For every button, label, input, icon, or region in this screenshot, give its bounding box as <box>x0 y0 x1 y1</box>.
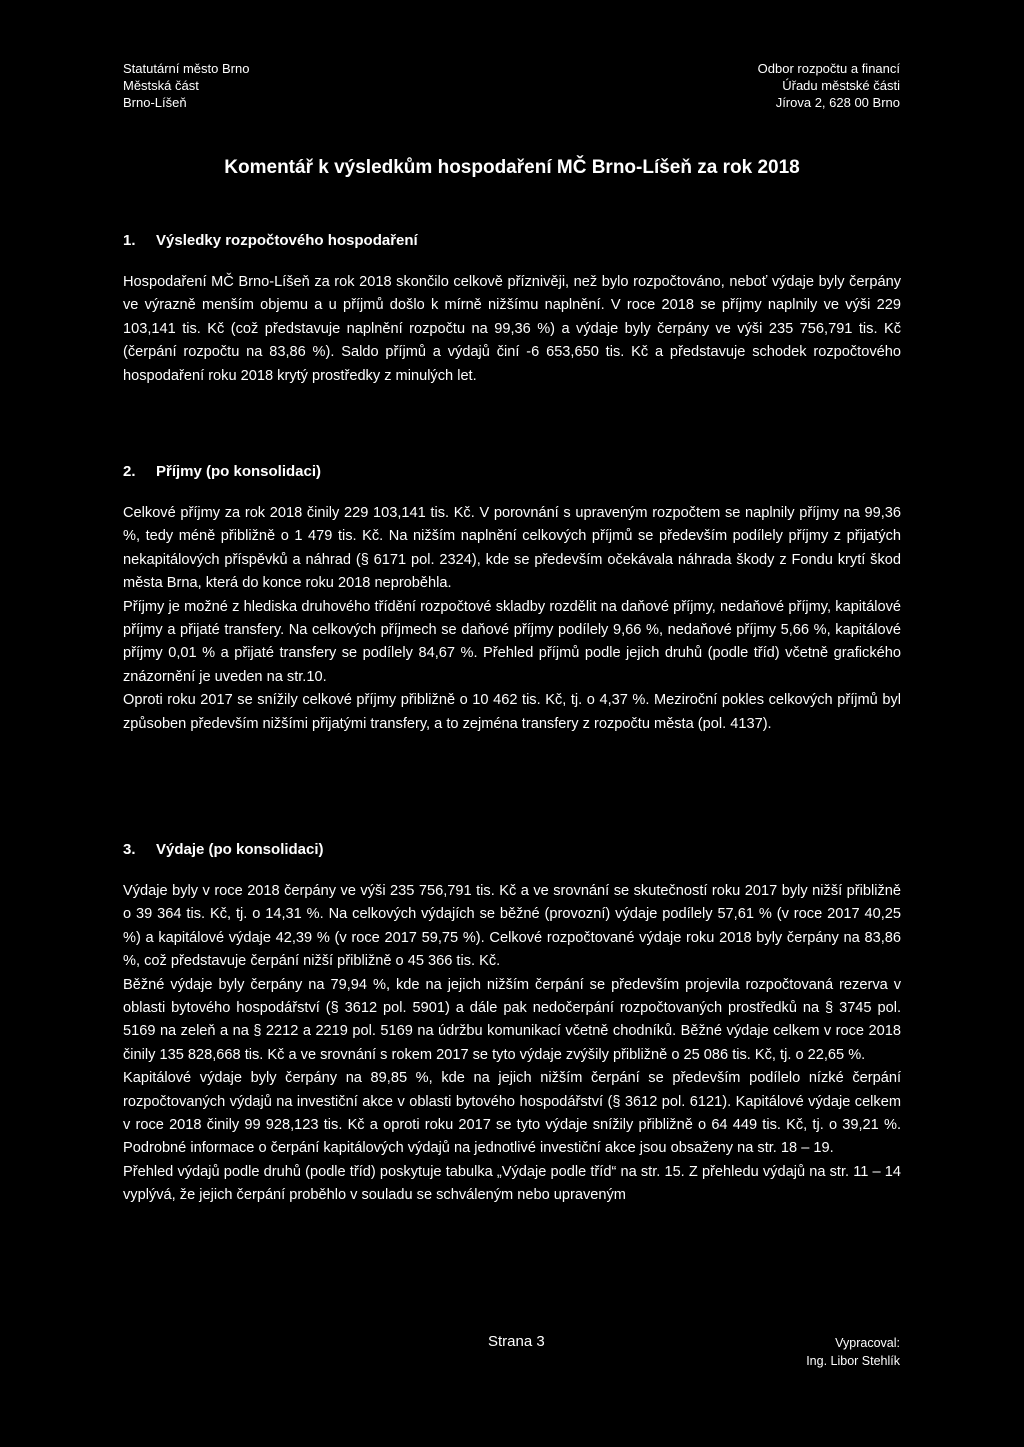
paragraph: Oproti roku 2017 se snížily celkové příjmy přibližně o 10 462 tis. Kč, tj. o 4,37 %. Meziroční pokles celkových příjmů byl způsoben především nižšími přijatými transfery, a to zejména transfery z rozpočtu města (pol. 4137). <box>123 692 901 732</box>
section-heading <box>123 229 901 253</box>
section-heading <box>123 460 901 484</box>
prepared-by-name: Ing. Libor Stehlík <box>806 1354 900 1368</box>
section-number: 2. <box>123 463 136 480</box>
prepared-by-label: Vypracoval: <box>835 1336 900 1350</box>
section-3 <box>123 838 901 1208</box>
header-city: Statutární město Brno <box>123 61 250 76</box>
section-heading <box>123 838 901 862</box>
header-district-label: Městská část <box>123 78 199 93</box>
paragraph: Výdaje byly v roce 2018 čerpány ve výši 235 756,791 tis. Kč a ve srovnání se skutečností roku 2017 byly nižší přibližně o 39 364 tis. Kč, tj. o 14,31 %. Na celkových výdajích se běžné (provozní) výdaje podílely 57,61 % (v roce 2017 40,25 %) a kapitálové výdaje 42,39 % (v roce 2017 59,75 %). Celkové rozpočtované výdaje roku 2018 byly čerpány na 83,86 %, což představuje čerpání nižší přibližně o 45 366 tis. Kč. <box>123 883 901 970</box>
header-district-name: Brno-Líšeň <box>123 95 187 110</box>
page-number: Strana 3 <box>488 1333 545 1350</box>
header-right <box>758 60 900 111</box>
header-department: Odbor rozpočtu a financí <box>757 61 900 76</box>
section-number: 3. <box>123 841 136 858</box>
section-title: Výsledky rozpočtového hospodaření <box>156 232 418 249</box>
section-number: 1. <box>123 232 136 249</box>
paragraph: Běžné výdaje byly čerpány na 79,94 %, kde na jejich nižším čerpání se především projevila rozpočtovaná rezerva v oblasti bytového hospodářství (§ 3612 pol. 5901) a dále pak nedočerpání rozpočtovaných prostředků na § 3745 pol. 5169 na zeleň a na § 2212 a 2219 pol. 5169 na údržbu komunikací včetně chodníků. Běžné výdaje celkem v roce 2018 činily 135 828,668 tis. Kč a ve srovnání s rokem 2017 se tyto výdaje zvýšily přibližně o 25 086 tis. Kč, tj. o 22,65 %. <box>123 976 901 1063</box>
header-office: Úřadu městské části <box>782 78 900 93</box>
paragraph: Přehled výdajů podle druhů (podle tříd) poskytuje tabulka „Výdaje podle tříd“ na str. 15. Z přehledu výdajů na str. 11 – 14 vyplývá, že jejich čerpání proběhlo v souladu se schváleným nebo upraveným <box>123 1163 901 1204</box>
paragraph: Příjmy je možné z hlediska druhového třídění rozpočtové skladby rozdělit na daňové příjmy, nedaňové příjmy, kapitálové příjmy a přijaté transfery. Na celkových příjmech se daňové příjmy podílely 9,66 %, nedaňové příjmy 5,66 %, kapitálové příjmy 0,01 % a přijaté transfery se podílely 84,67 %. Přehled příjmů podle jejich druhů (podle tříd) včetně grafického znázornění je uveden na str.10. <box>123 598 901 685</box>
paragraph: Hospodaření MČ Brno-Líšeň za rok 2018 skončilo celkově příznivěji, než bylo rozpočtováno, neboť výdaje byly čerpány ve výrazně menším objemu a u příjmů došlo k mírně nižšímu naplnění. V roce 2018 se příjmy naplnily ve výši 229 103,141 tis. Kč (což představuje naplnění rozpočtu na 99,36 %) a výdaje byly čerpány ve výši 235 756,791 tis. Kč (čerpání rozpočtu na 83,86 %). Saldo příjmů a výdajů činí -6 653,650 tis. Kč a představuje schodek rozpočtového hospodaření roku 2018 krytý prostředky z minulých let. <box>123 274 901 384</box>
document-title: Komentář k výsledkům hospodaření MČ Brno-Líšeň za rok 2018 <box>224 157 800 178</box>
section-1 <box>123 229 901 388</box>
section-title: Výdaje (po konsolidaci) <box>156 841 324 858</box>
section-2 <box>123 460 901 736</box>
section-title: Příjmy (po konsolidaci) <box>156 463 322 480</box>
paragraph: Kapitálové výdaje byly čerpány na 89,85 %, kde na jejich nižším čerpání se především podílelo nízké čerpání rozpočtovaných výdajů na investiční akce v oblasti bytového hospodářství (§ 3612 pol. 6121). Kapitálové výdaje celkem v roce 2018 činily 99 928,123 tis. Kč a oproti roku 2017 se tyto výdaje snížily přibližně o 64 449 tis. Kč, tj. o 39,21 %. Podrobné informace o čerpání kapitálových výdajů na jednotlivé investiční akce jsou obsaženy na str. 18 – 19. <box>123 1070 901 1157</box>
prepared-by-block <box>806 1334 900 1370</box>
paragraph: Celkové příjmy za rok 2018 činily 229 103,141 tis. Kč. V porovnání s upraveným rozpočtem se naplnily příjmy na 99,36 %, tedy méně přibližně o 1 479 tis. Kč. Na nižším naplnění celkových příjmů se především podílely příjmy z přijatých nekapitálových příspěvků a náhrad (§ 6171 pol. 2324), kde se především očekávala náhrada škody z Fondu krytí škod města Brna, která do konce roku 2018 neproběhla. <box>123 505 901 592</box>
header-address: Jírova 2, 628 00 Brno <box>775 95 900 110</box>
header-left <box>123 60 249 111</box>
